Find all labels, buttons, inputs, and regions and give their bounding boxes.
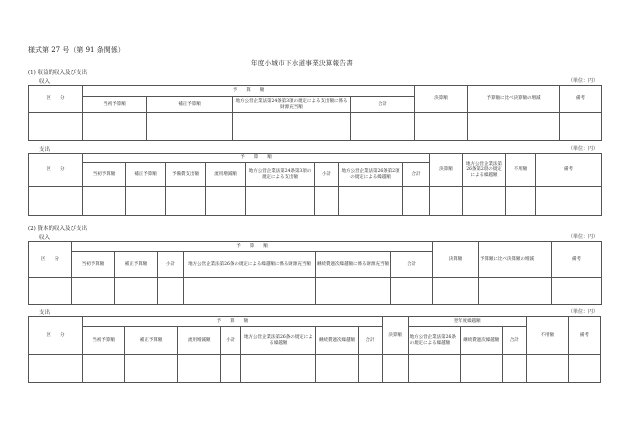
header-touso: 当初予算額 (72, 252, 115, 278)
header-keizoku: 継続費逓次繰越額に係る財源充当額 (316, 252, 391, 278)
header-yosan: 予 算 額 (83, 86, 415, 97)
section2-income-unit: （単位：円） (568, 234, 599, 240)
header-yosan: 予 算 額 (83, 154, 430, 163)
header-ryuyo: 流用増減額 (178, 327, 221, 355)
section2-income-label: 収入 (39, 235, 51, 241)
header-chiho26: 地方公営企業法第26条の規定による繰越額に係る財源充当額 (184, 252, 316, 278)
section2-heading: (2) 資本的収入及び支出 (28, 226, 88, 232)
header-hosei: 補正予算額 (115, 252, 158, 278)
section1-expense-label: 支出 (39, 147, 51, 153)
header-biko: 備考 (560, 86, 602, 113)
header-hikaku: 予算額に比べ決算額の増減 (468, 86, 560, 113)
header-touso: 当初予算額 (83, 163, 126, 187)
section1-income-unit: （単位：円） (568, 78, 599, 84)
header-yobi: 予備費支出額 (166, 163, 206, 187)
header-kessan: 決算額 (382, 317, 408, 355)
header-hosei: 補正予算額 (126, 163, 166, 187)
section1-expense-table (28, 153, 602, 216)
header-kessan: 決算額 (415, 86, 468, 113)
header-fuyo: 不用額 (506, 154, 536, 187)
section2-expense-table (28, 316, 601, 383)
header-touso: 当初予算額 (83, 97, 147, 113)
header-kubun: 区 分 (29, 317, 83, 355)
section1-heading: (1) 収益的収入及び支出 (28, 70, 88, 76)
section1-income-label: 収入 (39, 79, 51, 85)
header-ryuyo: 流用増減額 (206, 163, 246, 187)
header-chiho26: 地方公営企業法第26条の規定による繰越額 (241, 327, 316, 355)
header-hikaku: 予算額に比べ決算額の増減 (479, 242, 552, 278)
section1-income-table (28, 85, 602, 141)
table-row (29, 187, 602, 216)
header-hosei: 補正予算額 (125, 327, 178, 355)
header-hosei: 補正予算額 (147, 97, 233, 113)
table-row (29, 355, 601, 383)
header-gokei: 合計 (403, 163, 430, 187)
header-kubun: 区 分 (29, 154, 83, 187)
section1-expense-unit: （単位：円） (568, 146, 599, 152)
header-chiho24: 地方公営企業法第24条第3項の規定による支出額 (246, 163, 315, 187)
header-keizoku-next: 継続費逓次繰越額 (460, 327, 502, 355)
section2-expense-label: 支出 (39, 310, 51, 316)
header-touso: 当初予算額 (83, 327, 125, 355)
header-kubun: 区 分 (29, 242, 72, 278)
header-biko: 備考 (568, 317, 600, 355)
header-chiho26-carry: 地方公営企業法第26条第2項の規定による繰越額 (463, 154, 506, 187)
header-biko: 備考 (552, 242, 602, 278)
header-shokei: 小計 (221, 327, 241, 355)
header-gokei: 合計 (358, 327, 382, 355)
header-kubun: 区 分 (29, 86, 83, 113)
header-gokei: 合計 (391, 252, 433, 278)
header-kessan: 決算額 (430, 154, 463, 187)
header-chiho26: 地方公営企業法第26条第2項の規定による繰越額 (339, 163, 403, 187)
section2-expense-unit: （単位：円） (568, 309, 599, 315)
document-title: 年度小城市下水道事業決算報告書 (251, 59, 353, 67)
header-shokei: 小計 (158, 252, 184, 278)
header-yokunendo: 翌年度繰越額 (408, 317, 526, 327)
header-keizoku: 継続費逓次繰越額 (316, 327, 358, 355)
header-shokei: 小計 (315, 163, 339, 187)
header-gokei-next: 合計 (502, 327, 526, 355)
header-chiho24: 地方公営企業法第24条第3項の規定による支出額に係る財源充当額 (233, 97, 351, 113)
header-yosan: 予 算 額 (83, 317, 383, 327)
section2-income-table (28, 241, 602, 305)
header-fuyo: 不用額 (526, 317, 568, 355)
header-yosan: 予 算 額 (72, 242, 433, 252)
table-row (29, 113, 602, 141)
header-chiho26-next: 地方公営企業法第26条の規定による繰越額 (408, 327, 460, 355)
header-biko: 備考 (536, 154, 602, 187)
form-number: 様式第 27 号（第 91 条関係） (28, 46, 125, 54)
header-gokei: 合計 (351, 97, 415, 113)
table-row (29, 278, 602, 305)
header-kessan: 決算額 (433, 242, 479, 278)
